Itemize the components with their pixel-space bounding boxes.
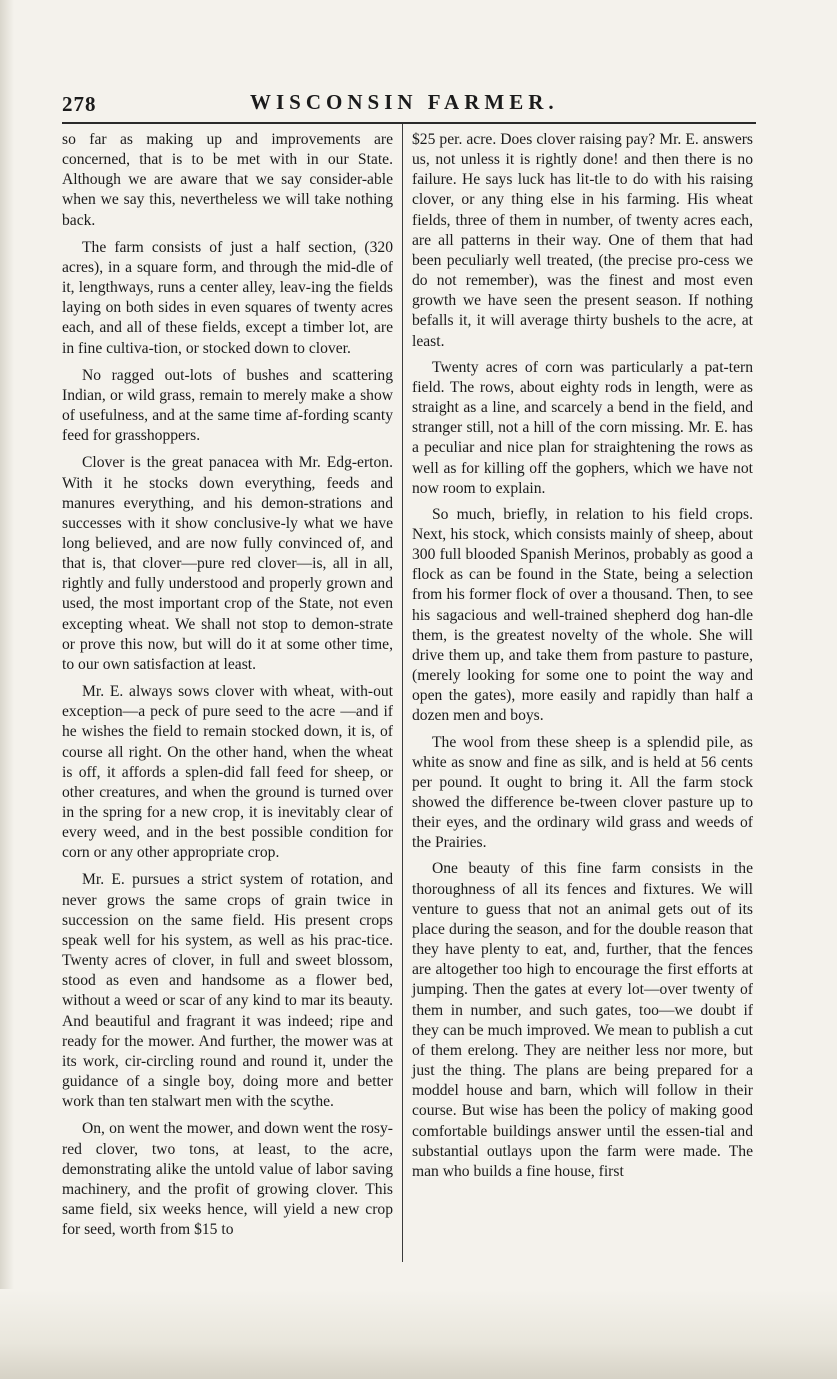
paragraph: The farm consists of just a half section, (320 acres), in a square form, and through the mid-dle of it, lengthways, runs a center alley, leav-ing the fields laying on both sides in even squares of twenty acres each, and all of these fields, except a timber lot, are in fine cultiva-tion, or stocked down to clover. [62, 238, 393, 357]
paragraph: On, on went the mower, and down went the rosy-red clover, two tons, at least, to the acre, demonstrating alike the untold value of labor saving machinery, and the profit of growing clover. This same field, six weeks hence, will yield a new crop for seed, worth from $15 to [62, 1120, 393, 1239]
paragraph: Clover is the great panacea with Mr. Edg-erton. With it he stocks down everything, feeds and manures everything, and his demon-strations and successes with it show conclusive-ly what we have long believed, and are now fully convinced of, and that is, that clover—pure red clover—is, all in all, rightly and fully understood and properly grown and used, the most important crop of the State, not even excepting wheat. We shall not stop to demon-strate or prove this now, but will do it at some other time, to our own satisfaction at least. [62, 454, 393, 673]
paragraph: The wool from these sheep is a splendid pile, as white as snow and fine as silk, and is held at 56 cents per pound. It ought to bring it. All the farm stock showed the difference be-tween clover pasture up to their eyes, and the ordinary wild grass and weeds of the Prairies. [412, 733, 753, 852]
right-column [412, 130, 753, 1182]
paragraph: So much, briefly, in relation to his field crops. Next, his stock, which consists mainly of sheep, about 300 full blooded Spanish Merinos, probably as good a flock as can be found in the State, being a selection from his former flock of over a thousand. Then, to see his sagacious and well-trained shepherd dog han-dle them, is the greatest novelty of the whole. She will drive them up, and take them from pasture to pasture, (merely looking for some one to point the way and open the gates), more easily and rapidly than half a dozen men and boys. [412, 505, 753, 725]
header-rule [62, 122, 756, 124]
left-column [62, 130, 393, 1240]
paragraph: $25 per. acre. Does clover raising pay? Mr. E. answers us, not unless it is rightly done! and then there is no failure. He says luck has lit-tle to do with his raising clover, or any thing else in his farming. His wheat fields, three of them in number, of twenty acres each, are all patterns in their way. One of them that had been peculiarly well treated, (the precise pro-cess we do not remember), was the finest and most even growth we have seen the present season. If nothing befalls it, it will average thirty bushels to the acre, at least. [412, 131, 753, 350]
journal-title: WISCONSIN FARMER. [250, 90, 559, 114]
paragraph: so far as making up and improvements are concerned, that is to be met with in our State. Although we are aware that we say consider-able when we say this, nevertheless we will take nothing back. [62, 131, 393, 229]
column-divider [402, 124, 403, 1262]
page-bottom-margin [0, 1289, 837, 1379]
paragraph: Mr. E. always sows clover with wheat, with-out exception—a peck of pure seed to the acre —and if he wishes the field to remain stocked down, it is, of course all right. On the other hand, when the wheat is off, it affords a splen-did fall feed for sheep, or other creatures, and when the ground is turned over in the spring for a new crop, it is inevitably clear of every weed, and in the best possible condition for corn or any other appropriate crop. [62, 683, 393, 862]
paragraph: One beauty of this fine farm consists in the thoroughness of all its fences and fixtures. We will venture to guess that not an animal gets out of its place during the season, and for the double reason that they have plenty to eat, and, further, that the fences are altogether too high to encourage the first efforts at jumping. Then the gates at every lot—over twenty of them in number, and such gates, too—we doubt if they can be much improved. We mean to publish a cut of them erelong. They are neither less nor more, but just the thing. The plans are being prepared for a moddel house and barn, which will follow in their course. But wise has been the policy of making good comfortable buildings answer until the essen-tial and substantial outlays upon the farm were made. The man who builds a fine house, first [412, 860, 753, 1180]
paragraph: Mr. E. pursues a strict system of rotation, and never grows the same crops of grain twice in succession on the same field. His present crops speak well for his system, as well as his prac-tice. Twenty acres of clover, in full and sweet blossom, stood as even and handsome as a flower bed, without a weed or scar of any kind to mar its beauty. And beautiful and fragrant it was indeed; ripe and ready for the mower. And further, the mower was at its work, cir-circling round and round it, under the guidance of a single boy, doing more and better work than ten stalwart men with the scythe. [62, 871, 393, 1111]
scan-edge-shadow [0, 0, 14, 1379]
paragraph: No ragged out-lots of bushes and scattering Indian, or wild grass, remain to merely make a show of usefulness, and at the same time af-fording scanty feed for grasshoppers. [62, 366, 393, 445]
page-header [62, 88, 754, 120]
page-number: 278 [62, 92, 97, 116]
paragraph: Twenty acres of corn was particularly a pat-tern field. The rows, about eighty rods in length, were as straight as a line, and scarcely a bend in the field, and stranger still, not a hill of the corn missing. Mr. E. has a peculiar and nice plan for straightening the rows as well as for killing off the gophers, which we have not now room to explain. [412, 358, 753, 497]
